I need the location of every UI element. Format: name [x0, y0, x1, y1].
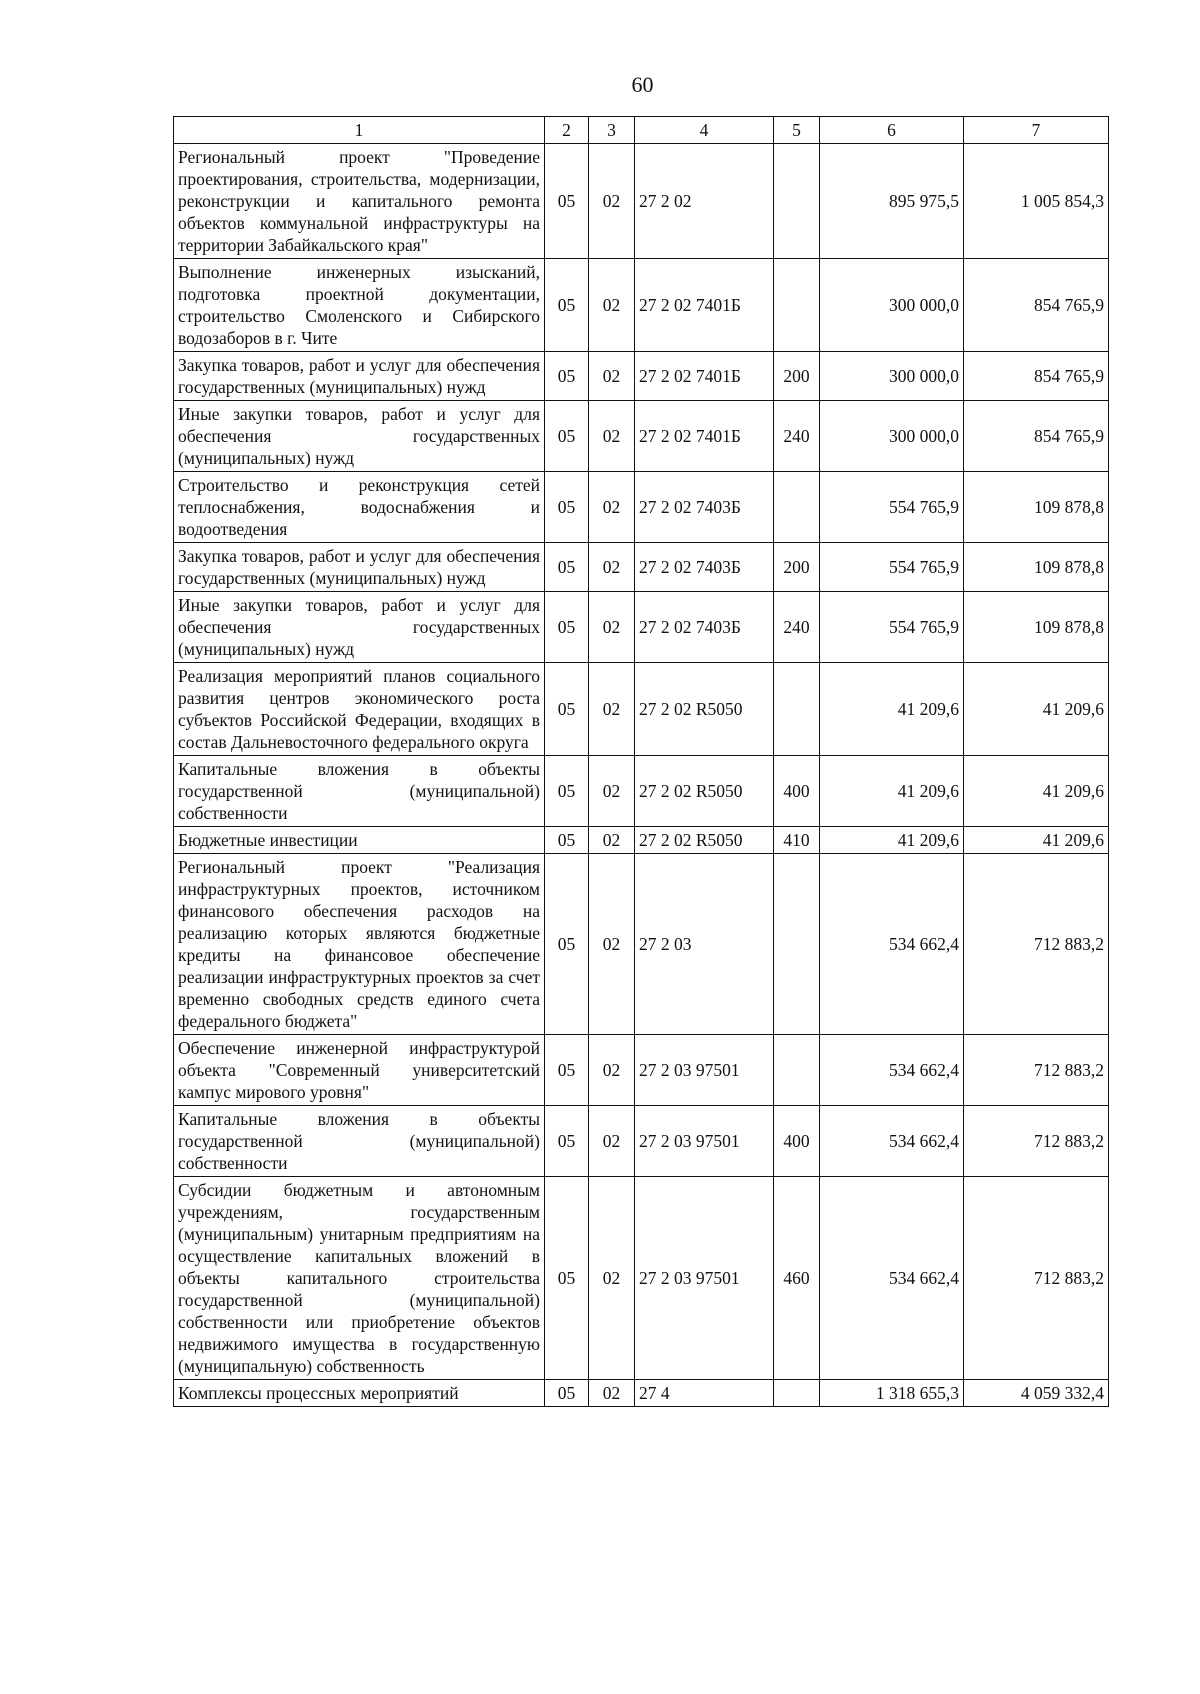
row-target-code: 27 2 02 7401Б — [635, 352, 774, 401]
row-amount-1: 534 662,4 — [820, 1035, 964, 1106]
table-row — [174, 543, 1109, 592]
row-subsection: 02 — [589, 543, 635, 592]
row-section: 05 — [545, 1035, 589, 1106]
row-target-code: 27 2 02 7401Б — [635, 259, 774, 352]
row-expense-type: 400 — [774, 756, 820, 827]
row-section: 05 — [545, 1177, 589, 1380]
row-section: 05 — [545, 1106, 589, 1177]
row-amount-1: 534 662,4 — [820, 854, 964, 1035]
table-row — [174, 1380, 1109, 1407]
table-row — [174, 259, 1109, 352]
row-amount-2: 854 765,9 — [964, 352, 1109, 401]
row-name: Комплексы процессных мероприятий — [174, 1380, 545, 1407]
row-subsection: 02 — [589, 1380, 635, 1407]
row-amount-1: 41 209,6 — [820, 663, 964, 756]
row-name: Капитальные вложения в объекты государственной (муниципальной) собственности — [174, 756, 545, 827]
row-amount-2: 41 209,6 — [964, 663, 1109, 756]
table-row — [174, 854, 1109, 1035]
row-name: Бюджетные инвестиции — [174, 827, 545, 854]
row-expense-type — [774, 1035, 820, 1106]
row-amount-2: 712 883,2 — [964, 1177, 1109, 1380]
row-subsection: 02 — [589, 472, 635, 543]
row-subsection: 02 — [589, 663, 635, 756]
row-name: Региональный проект "Проведение проектирования, строительства, модернизации, реконструкции и капитального ремонта объектов коммунальной инфраструктуры на территории Забайкальского края" — [174, 144, 545, 259]
row-subsection: 02 — [589, 756, 635, 827]
row-name: Обеспечение инженерной инфраструктурой объекта "Современный университетский кампус мирового уровня" — [174, 1035, 545, 1106]
row-name: Строительство и реконструкция сетей теплоснабжения, водоснабжения и водоотведения — [174, 472, 545, 543]
row-target-code: 27 2 02 R5050 — [635, 756, 774, 827]
row-name: Иные закупки товаров, работ и услуг для обеспечения государственных (муниципальных) нужд — [174, 592, 545, 663]
row-section: 05 — [545, 854, 589, 1035]
row-section: 05 — [545, 401, 589, 472]
row-target-code: 27 2 03 — [635, 854, 774, 1035]
row-target-code: 27 2 02 7403Б — [635, 543, 774, 592]
row-section: 05 — [545, 352, 589, 401]
row-target-code: 27 2 02 R5050 — [635, 827, 774, 854]
row-section: 05 — [545, 663, 589, 756]
row-name: Субсидии бюджетным и автономным учреждениям, государственным (муниципальным) унитарным предприятиям на осуществление капитальных вложений в объекты капитального строительства государственной (муниципальной) собственности или приобретение объектов недвижимого имущества в государственную (муниципальную) собственность — [174, 1177, 545, 1380]
row-expense-type: 200 — [774, 543, 820, 592]
row-expense-type: 410 — [774, 827, 820, 854]
table-row — [174, 472, 1109, 543]
row-expense-type: 200 — [774, 352, 820, 401]
col-header-4: 4 — [635, 117, 774, 144]
col-header-2: 2 — [545, 117, 589, 144]
row-amount-2: 41 209,6 — [964, 756, 1109, 827]
col-header-3: 3 — [589, 117, 635, 144]
row-amount-1: 534 662,4 — [820, 1177, 964, 1380]
table-row — [174, 1177, 1109, 1380]
row-amount-1: 300 000,0 — [820, 401, 964, 472]
row-section: 05 — [545, 592, 589, 663]
row-section: 05 — [545, 827, 589, 854]
row-target-code: 27 2 02 R5050 — [635, 663, 774, 756]
row-expense-type: 460 — [774, 1177, 820, 1380]
row-amount-2: 1 005 854,3 — [964, 144, 1109, 259]
row-target-code: 27 2 03 97501 — [635, 1035, 774, 1106]
row-expense-type — [774, 472, 820, 543]
row-amount-1: 1 318 655,3 — [820, 1380, 964, 1407]
row-amount-2: 712 883,2 — [964, 1035, 1109, 1106]
row-subsection: 02 — [589, 259, 635, 352]
row-expense-type — [774, 663, 820, 756]
row-amount-1: 41 209,6 — [820, 827, 964, 854]
row-section: 05 — [545, 1380, 589, 1407]
row-subsection: 02 — [589, 1035, 635, 1106]
row-subsection: 02 — [589, 352, 635, 401]
row-amount-2: 4 059 332,4 — [964, 1380, 1109, 1407]
row-target-code: 27 2 02 7403Б — [635, 472, 774, 543]
row-target-code: 27 2 02 — [635, 144, 774, 259]
col-header-7: 7 — [964, 117, 1109, 144]
row-subsection: 02 — [589, 144, 635, 259]
row-name: Выполнение инженерных изысканий, подготовка проектной документации, строительство Смоленского и Сибирского водозаборов в г. Чите — [174, 259, 545, 352]
row-amount-1: 300 000,0 — [820, 259, 964, 352]
row-subsection: 02 — [589, 592, 635, 663]
row-subsection: 02 — [589, 827, 635, 854]
row-name: Региональный проект "Реализация инфраструктурных проектов, источником финансового обеспечения расходов на реализацию которых являются бюджетные кредиты на финансовое обеспечение реализации инфраструктурных проектов за счет временно свободных средств единого счета федерального бюджета" — [174, 854, 545, 1035]
row-target-code: 27 2 02 7401Б — [635, 401, 774, 472]
row-name: Иные закупки товаров, работ и услуг для обеспечения государственных (муниципальных) нужд — [174, 401, 545, 472]
table-body — [174, 144, 1109, 1407]
row-amount-2: 109 878,8 — [964, 592, 1109, 663]
row-target-code: 27 4 — [635, 1380, 774, 1407]
row-amount-2: 712 883,2 — [964, 854, 1109, 1035]
row-amount-1: 300 000,0 — [820, 352, 964, 401]
table-row — [174, 592, 1109, 663]
row-expense-type — [774, 854, 820, 1035]
row-expense-type — [774, 1380, 820, 1407]
row-section: 05 — [545, 259, 589, 352]
row-expense-type: 240 — [774, 401, 820, 472]
table-row — [174, 1035, 1109, 1106]
row-target-code: 27 2 02 7403Б — [635, 592, 774, 663]
row-subsection: 02 — [589, 1106, 635, 1177]
row-subsection: 02 — [589, 854, 635, 1035]
row-amount-1: 554 765,9 — [820, 472, 964, 543]
col-header-6: 6 — [820, 117, 964, 144]
row-amount-2: 712 883,2 — [964, 1106, 1109, 1177]
row-amount-1: 41 209,6 — [820, 756, 964, 827]
row-expense-type — [774, 144, 820, 259]
row-amount-2: 41 209,6 — [964, 827, 1109, 854]
row-section: 05 — [545, 144, 589, 259]
row-section: 05 — [545, 543, 589, 592]
row-amount-1: 554 765,9 — [820, 592, 964, 663]
row-target-code: 27 2 03 97501 — [635, 1177, 774, 1380]
table-row — [174, 401, 1109, 472]
row-name: Реализация мероприятий планов социального развития центров экономического роста субъектов Российской Федерации, входящих в состав Дальневосточного федерального округа — [174, 663, 545, 756]
row-name: Закупка товаров, работ и услуг для обеспечения государственных (муниципальных) нужд — [174, 543, 545, 592]
table-row — [174, 663, 1109, 756]
row-section: 05 — [545, 756, 589, 827]
row-amount-1: 895 975,5 — [820, 144, 964, 259]
row-amount-2: 109 878,8 — [964, 543, 1109, 592]
row-name: Закупка товаров, работ и услуг для обеспечения государственных (муниципальных) нужд — [174, 352, 545, 401]
row-name: Капитальные вложения в объекты государственной (муниципальной) собственности — [174, 1106, 545, 1177]
row-amount-2: 854 765,9 — [964, 401, 1109, 472]
header-row — [174, 117, 1109, 144]
row-subsection: 02 — [589, 401, 635, 472]
row-amount-2: 854 765,9 — [964, 259, 1109, 352]
page-number: 60 — [631, 72, 654, 97]
col-header-1: 1 — [174, 117, 545, 144]
table-row — [174, 352, 1109, 401]
row-expense-type — [774, 259, 820, 352]
row-target-code: 27 2 03 97501 — [635, 1106, 774, 1177]
table-row — [174, 756, 1109, 827]
table-row — [174, 1106, 1109, 1177]
col-header-5: 5 — [774, 117, 820, 144]
table-row — [174, 144, 1109, 259]
row-amount-2: 109 878,8 — [964, 472, 1109, 543]
row-amount-1: 534 662,4 — [820, 1106, 964, 1177]
row-expense-type: 400 — [774, 1106, 820, 1177]
budget-table — [173, 116, 1109, 1407]
row-expense-type: 240 — [774, 592, 820, 663]
row-subsection: 02 — [589, 1177, 635, 1380]
row-amount-1: 554 765,9 — [820, 543, 964, 592]
table-row — [174, 827, 1109, 854]
row-section: 05 — [545, 472, 589, 543]
